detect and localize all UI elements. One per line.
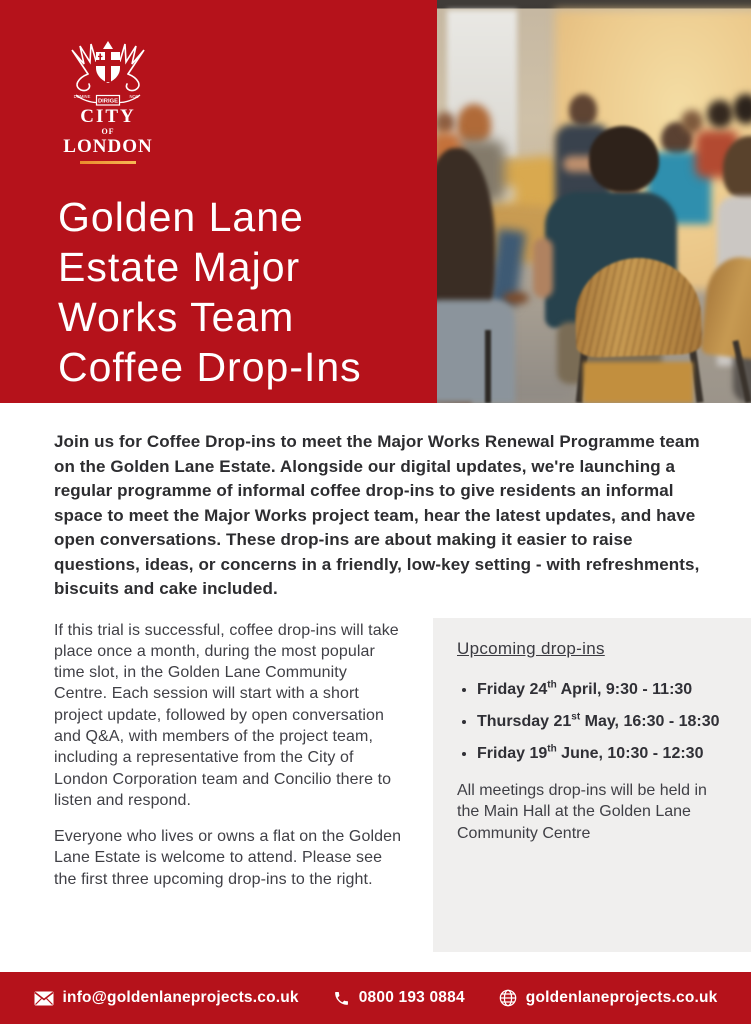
footer-email-text: info@goldenlaneprojects.co.uk [62,989,299,1006]
phone-icon [333,990,350,1007]
footer-phone[interactable] [333,989,465,1007]
photo-right-group-head [707,100,733,128]
item-3-time: June, 10:30 - 12:30 [556,744,704,762]
body-paragraph-1: If this trial is successful, coffee drop-ins will take place once a month, during the most popular time slot, in the Golden Lane Community Centre. Each session will start with a short project update, followed by open conversation and Q&A, with members of the project team, including a representative from the City of London Corporation team and Concilio there to listen and respond. [54,621,399,809]
photo-center-chair-seat [583,362,693,403]
title-line-2: Estate Major [58,244,301,290]
body-paragraph-2: Everyone who lives or owns a flat on the Golden Lane Estate is welcome to attend. Please see the first three upcoming drop-ins to the right. [54,828,402,888]
crest-left-dragon-wing [72,44,96,74]
crest-motto-center: DIRIGE [98,98,118,105]
item-1-text: Friday 24 [477,680,548,698]
item-1-ordinal: th [547,679,557,691]
photo-center-man-hair [589,126,659,192]
crest-sword-guard [98,56,102,57]
logo-orange-rule [80,161,136,164]
crest-sword [99,54,101,62]
globe-icon [499,989,517,1007]
photo-center-man-arm [533,238,553,298]
upcoming-item-1 [477,677,721,702]
crest-left-dragon-body [77,74,89,91]
logo-city-text: CITY [80,106,136,127]
photo-foreground-woman-jacket [437,300,515,403]
page-title [58,192,437,392]
item-2-ordinal: st [571,711,581,723]
item-3-ordinal: th [547,743,557,755]
city-of-london-crest [58,40,158,106]
footer-website-text: goldenlaneprojects.co.uk [525,989,718,1006]
footer-website[interactable] [499,989,718,1007]
crest-motto-right: NOS [129,94,139,99]
hero-section [0,0,751,403]
footer-email[interactable] [34,989,299,1007]
upcoming-drop-ins-panel [433,618,751,952]
photo-left-chair-frame [485,330,491,403]
hero-red-panel [0,0,437,403]
upcoming-note: All meetings drop-ins will be held in the Main Hall at the Golden Lane Community Centre [457,781,707,842]
community-meeting-photo [437,0,751,403]
logo-of-text: OF [101,127,115,136]
upcoming-item-3 [477,741,721,766]
item-1-time: April, 9:30 - 11:30 [556,680,693,698]
upcoming-list [457,677,721,766]
upcoming-item-2 [477,709,721,734]
title-line-3: Works Team [58,294,295,340]
crest-right-dragon-body [126,74,138,91]
crest-cross-vertical [105,52,111,82]
crest-helm [103,41,113,49]
content-columns [0,618,751,952]
photo-person-ginger-hair [457,104,491,144]
title-line-1: Golden Lane [58,194,304,240]
photo-standing-man-head [569,94,597,126]
left-column [0,618,433,952]
crest-motto-left: DOMINE [73,94,91,99]
title-line-4: Coffee Drop-Ins [58,344,362,390]
envelope-icon [34,991,54,1006]
city-of-london-logo [58,40,158,164]
item-3-text: Friday 19 [477,744,548,762]
footer-phone-text: 0800 193 0884 [358,989,465,1006]
item-2-time: May, 16:30 - 18:30 [580,712,720,730]
item-2-text: Thursday 21 [477,712,572,730]
footer-bar [0,972,751,1024]
intro-paragraph: Join us for Coffee Drop-ins to meet the Major Works Renewal Programme team on the Golden Lane Estate. Alongside our digital updates, we're launching a regular programme of informal coffee drop-ins to give residents an informal space to meet the Major Works project team, hear the latest updates, and have open conversations. These drop-ins are about making it easier to raise questions, ideas, or concerns in a friendly, low-key setting - with refreshments, biscuits and cake included. [54,432,700,598]
logo-london-text: LONDON [63,136,153,157]
photo-background-shoe [503,292,529,304]
upcoming-heading: Upcoming drop-ins [457,638,605,658]
crest-right-dragon-wing [120,44,144,74]
